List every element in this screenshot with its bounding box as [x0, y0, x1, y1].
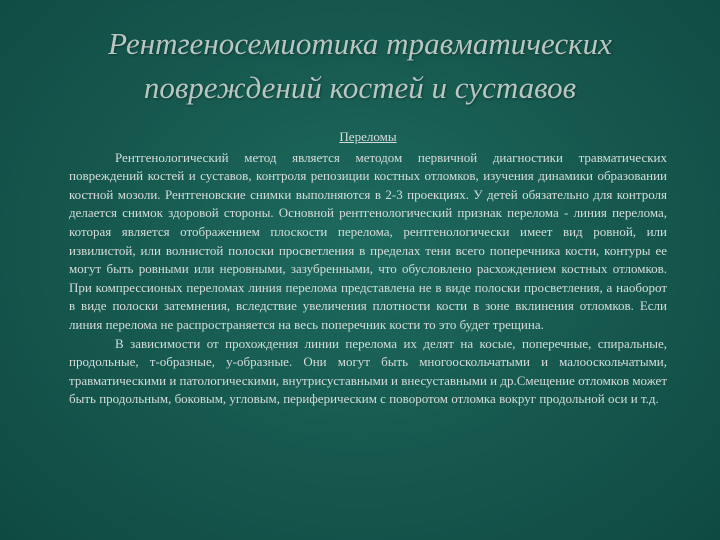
paragraph-1: Рентгенологический метод является методом первичной диагностики травматических повреждений костей и суставов, контроля репозиции костных отломков, изучения динамики образовании костной мозоли. Рентгеновские снимки выполняются в 2-3 проекциях. У детей обязательно для контроля делается снимок здоровой стороны. Основной рентгенологический признак перелома - линия перелома, которая является отображением плоскости перелома, рентгенологически имеет вид ровной, или извилистой, или волнистой полоски просветления в пределах тени всего поперечника кости, контуры ее могут быть ровными или неровными, зазубренными, что обусловлено расхождением костных отломков. При компрессионых переломах линия перелома представлена не в виде полоски просветления, а наоборот в виде полоски затемнения, вследствие увеличения плотности кости в зоне вклинения отломков. Если линия перелома не распространяется на весь поперечник кости то это будет трещина.	[69, 149, 667, 332]
slide-body	[69, 128, 667, 409]
paragraph-2: В зависимости от прохождения линии перелома их делят на косые, поперечные, спиральные, продольные, т-образные, у-образные. Они могут быть многооскольчатыми и малооскольчатыми, травматическими и патологическими, внутрисуставными и внесуставными и др.Смещение отломков может быть продольным, боковым, угловым, периферическим с поворотом отломка вокруг продольной оси и т.д.	[69, 335, 667, 407]
section-heading: Переломы	[339, 129, 397, 144]
slide-title: Рентгеносемиотика травматических повреждений костей и суставов	[108, 26, 612, 105]
